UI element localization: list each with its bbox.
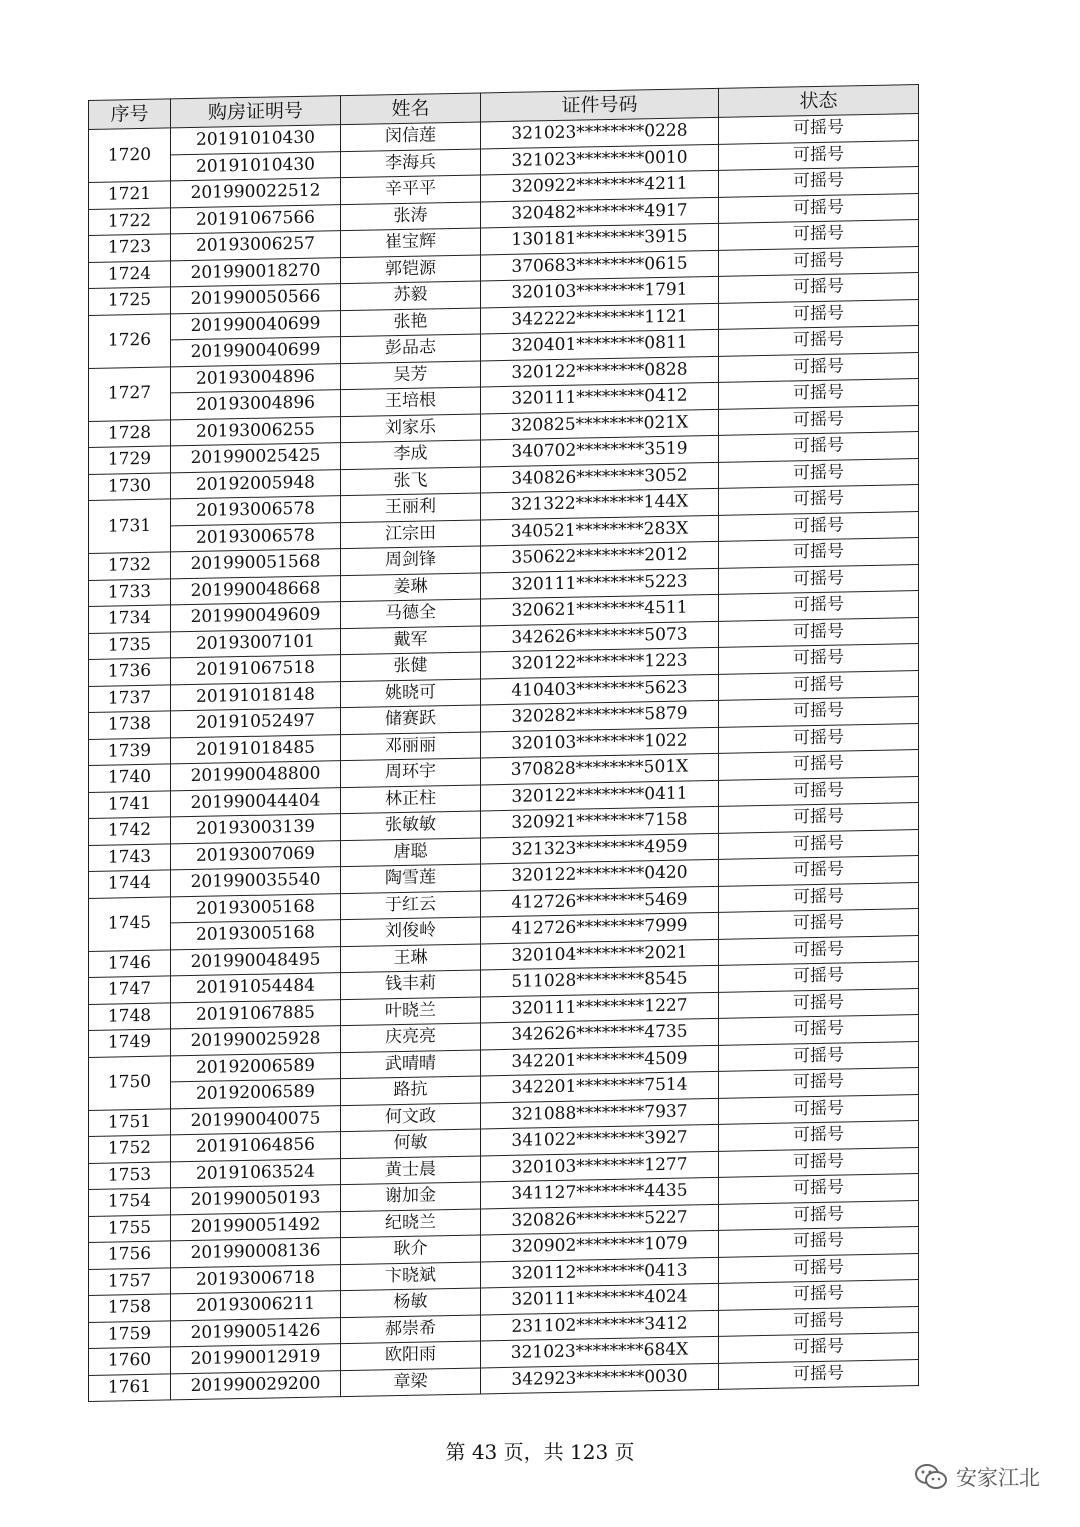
name-cell: 李成	[341, 440, 481, 469]
status-cell: 可摇号	[719, 564, 919, 594]
name-cell: 何文政	[341, 1102, 481, 1131]
certificate-no-cell: 201990025425	[171, 443, 341, 473]
certificate-no-cell: 20191067566	[171, 204, 341, 234]
id-number-cell: 321023********684X	[481, 1336, 719, 1367]
name-cell: 钱丰莉	[341, 970, 481, 999]
seq-cell: 1734	[89, 605, 171, 633]
seq-cell: 1758	[89, 1294, 171, 1322]
status-cell: 可摇号	[719, 1359, 919, 1389]
id-number-cell: 320922********4211	[481, 170, 719, 201]
certificate-no-cell: 20193006257	[171, 231, 341, 261]
certificate-no-cell: 201990048495	[171, 946, 341, 976]
seq-cell: 1745	[89, 896, 171, 951]
status-cell: 可摇号	[719, 193, 919, 223]
seq-cell: 1753	[89, 1161, 171, 1189]
name-cell: 黄士晨	[341, 1155, 481, 1184]
header-certificate-no: 购房证明号	[171, 96, 341, 128]
status-cell: 可摇号	[719, 246, 919, 276]
status-cell: 可摇号	[719, 644, 919, 674]
id-number-cell: 321023********0228	[481, 117, 719, 148]
certificate-no-cell: 201990040699	[171, 337, 341, 367]
name-cell: 戴军	[341, 625, 481, 654]
seq-cell: 1728	[89, 419, 171, 447]
id-number-cell: 320103********1022	[481, 727, 719, 758]
seq-cell: 1759	[89, 1320, 171, 1348]
certificate-no-cell: 20193004896	[171, 363, 341, 393]
id-number-cell: 321023********0010	[481, 144, 719, 175]
seq-cell: 1736	[89, 658, 171, 686]
status-cell: 可摇号	[719, 617, 919, 647]
certificate-no-cell: 20193006211	[171, 1291, 341, 1321]
name-cell: 武晴晴	[341, 1049, 481, 1078]
name-cell: 储赛跃	[341, 705, 481, 734]
certificate-no-cell: 201990051568	[171, 549, 341, 579]
certificate-no-cell: 201990049609	[171, 602, 341, 632]
status-cell: 可摇号	[719, 723, 919, 753]
name-cell: 王琳	[341, 943, 481, 972]
seq-cell: 1755	[89, 1214, 171, 1242]
id-number-cell: 320111********1227	[481, 992, 719, 1023]
id-number-cell: 412726********5469	[481, 886, 719, 917]
status-cell: 可摇号	[719, 299, 919, 329]
certificate-no-cell: 20193006578	[171, 522, 341, 552]
name-cell: 周剑锋	[341, 546, 481, 575]
seq-cell: 1725	[89, 287, 171, 315]
certificate-no-cell: 201990051426	[171, 1317, 341, 1347]
id-number-cell: 320122********0828	[481, 356, 719, 387]
certificate-no-cell: 20193006578	[171, 496, 341, 526]
status-cell: 可摇号	[719, 909, 919, 939]
seq-cell: 1760	[89, 1347, 171, 1375]
seq-cell: 1726	[89, 313, 171, 368]
certificate-no-cell: 20193007101	[171, 628, 341, 658]
certificate-no-cell: 20193005168	[171, 893, 341, 923]
certificate-no-cell: 20191010430	[171, 125, 341, 155]
id-number-cell: 342923********0030	[481, 1363, 719, 1394]
status-cell: 可摇号	[719, 458, 919, 488]
name-cell: 林正柱	[341, 784, 481, 813]
id-number-cell: 320621********4511	[481, 594, 719, 625]
id-number-cell: 320122********1223	[481, 647, 719, 678]
status-cell: 可摇号	[719, 670, 919, 700]
header-status: 状态	[719, 85, 919, 118]
certificate-no-cell: 201990025928	[171, 1026, 341, 1056]
certificate-no-cell: 201990040699	[171, 310, 341, 340]
id-number-cell: 410403********5623	[481, 674, 719, 705]
status-cell: 可摇号	[719, 1280, 919, 1310]
seq-cell: 1738	[89, 711, 171, 739]
certificate-no-cell: 20191067885	[171, 999, 341, 1029]
certificate-no-cell: 201990035540	[171, 867, 341, 897]
status-cell: 可摇号	[719, 1200, 919, 1230]
seq-cell: 1732	[89, 552, 171, 580]
id-number-cell: 320111********5223	[481, 568, 719, 599]
id-number-cell: 321322********144X	[481, 488, 719, 519]
status-cell: 可摇号	[719, 167, 919, 197]
certificate-no-cell: 20191063524	[171, 1158, 341, 1188]
name-cell: 郝崇希	[341, 1314, 481, 1343]
certificate-no-cell: 20193006718	[171, 1264, 341, 1294]
status-cell: 可摇号	[719, 220, 919, 250]
name-cell: 李海兵	[341, 148, 481, 177]
status-cell: 可摇号	[719, 776, 919, 806]
name-cell: 刘家乐	[341, 413, 481, 442]
header-name: 姓名	[341, 93, 481, 125]
status-cell: 可摇号	[719, 697, 919, 727]
id-number-cell: 320282********5879	[481, 700, 719, 731]
name-cell: 卞晓斌	[341, 1261, 481, 1290]
name-cell: 欧阳雨	[341, 1341, 481, 1370]
status-cell: 可摇号	[719, 1094, 919, 1124]
seq-cell: 1750	[89, 1055, 171, 1110]
seq-cell: 1735	[89, 631, 171, 659]
id-number-cell: 342222********1121	[481, 303, 719, 334]
seq-cell: 1731	[89, 499, 171, 554]
certificate-no-cell: 20191010430	[171, 151, 341, 181]
name-cell: 叶晓兰	[341, 996, 481, 1025]
certificate-no-cell: 201990018270	[171, 257, 341, 287]
status-cell: 可摇号	[719, 988, 919, 1018]
seq-cell: 1751	[89, 1108, 171, 1136]
certificate-no-cell: 201990022512	[171, 178, 341, 208]
status-cell: 可摇号	[719, 591, 919, 621]
seq-cell: 1740	[89, 764, 171, 792]
name-cell: 张飞	[341, 466, 481, 495]
id-number-cell: 320921********7158	[481, 806, 719, 837]
certificate-no-cell: 20191054484	[171, 973, 341, 1003]
certificate-no-cell: 201990012919	[171, 1344, 341, 1374]
certificate-no-cell: 20193007069	[171, 840, 341, 870]
seq-cell: 1752	[89, 1135, 171, 1163]
id-number-cell: 342626********4735	[481, 1018, 719, 1049]
certificate-no-cell: 201990048800	[171, 761, 341, 791]
certificate-no-cell: 20191064856	[171, 1132, 341, 1162]
status-cell: 可摇号	[719, 1121, 919, 1151]
status-cell: 可摇号	[719, 405, 919, 435]
name-cell: 杨敏	[341, 1288, 481, 1317]
name-cell: 苏毅	[341, 281, 481, 310]
certificate-no-cell: 20191052497	[171, 708, 341, 738]
id-number-cell: 320104********2021	[481, 939, 719, 970]
status-cell: 可摇号	[719, 432, 919, 462]
status-cell: 可摇号	[719, 1253, 919, 1283]
status-cell: 可摇号	[719, 856, 919, 886]
status-cell: 可摇号	[719, 379, 919, 409]
certificate-no-cell: 201990050566	[171, 284, 341, 314]
id-number-cell: 342201********7514	[481, 1071, 719, 1102]
name-cell: 陶雪莲	[341, 864, 481, 893]
seq-cell: 1733	[89, 578, 171, 606]
seq-cell: 1730	[89, 472, 171, 500]
seq-cell: 1743	[89, 843, 171, 871]
certificate-no-cell: 201990044404	[171, 787, 341, 817]
seq-cell: 1729	[89, 446, 171, 474]
id-number-cell: 320103********1277	[481, 1151, 719, 1182]
id-number-cell: 340521********283X	[481, 515, 719, 546]
certificate-no-cell: 20191067518	[171, 655, 341, 685]
name-cell: 周环宇	[341, 758, 481, 787]
seq-cell: 1722	[89, 207, 171, 235]
certificate-no-cell: 201990051492	[171, 1211, 341, 1241]
certificate-no-cell: 201990050193	[171, 1185, 341, 1215]
certificate-no-cell: 201990048668	[171, 575, 341, 605]
id-number-cell: 321323********4959	[481, 833, 719, 864]
name-cell: 路抗	[341, 1076, 481, 1105]
name-cell: 辛平平	[341, 175, 481, 204]
name-cell: 崔宝辉	[341, 228, 481, 257]
id-number-cell: 320902********1079	[481, 1230, 719, 1261]
certificate-no-cell: 201990040075	[171, 1105, 341, 1135]
name-cell: 唐聪	[341, 837, 481, 866]
name-cell: 马德全	[341, 599, 481, 628]
lottery-eligibility-table	[88, 84, 919, 1402]
watermark-text: 安家江北	[956, 1466, 1040, 1490]
name-cell: 王培根	[341, 387, 481, 416]
id-number-cell: 130181********3915	[481, 223, 719, 254]
seq-cell: 1744	[89, 870, 171, 898]
status-cell: 可摇号	[719, 1068, 919, 1098]
seq-cell: 1721	[89, 181, 171, 209]
status-cell: 可摇号	[719, 140, 919, 170]
id-number-cell: 320122********0420	[481, 859, 719, 890]
account-watermark	[914, 1462, 1040, 1492]
seq-cell: 1756	[89, 1241, 171, 1269]
status-cell: 可摇号	[719, 511, 919, 541]
name-cell: 章梁	[341, 1367, 481, 1396]
id-number-cell: 320482********4917	[481, 197, 719, 228]
status-cell: 可摇号	[719, 1227, 919, 1257]
seq-cell: 1723	[89, 234, 171, 262]
name-cell: 江宗田	[341, 519, 481, 548]
id-number-cell: 342201********4509	[481, 1045, 719, 1076]
certificate-no-cell: 20192005948	[171, 469, 341, 499]
certificate-no-cell: 201990008136	[171, 1238, 341, 1268]
seq-cell: 1720	[89, 128, 171, 183]
seq-cell: 1739	[89, 737, 171, 765]
certificate-no-cell: 20193003139	[171, 814, 341, 844]
name-cell: 吴芳	[341, 360, 481, 389]
table-body	[89, 114, 919, 1402]
status-cell: 可摇号	[719, 962, 919, 992]
seq-cell: 1727	[89, 366, 171, 421]
seq-cell: 1724	[89, 260, 171, 288]
certificate-no-cell: 20191018148	[171, 681, 341, 711]
status-cell: 可摇号	[719, 750, 919, 780]
seq-cell: 1737	[89, 684, 171, 712]
name-cell: 姜琳	[341, 572, 481, 601]
status-cell: 可摇号	[719, 829, 919, 859]
id-number-cell: 370683********0615	[481, 250, 719, 281]
seq-cell: 1754	[89, 1188, 171, 1216]
header-seq: 序号	[89, 99, 171, 130]
status-cell: 可摇号	[719, 114, 919, 144]
seq-cell: 1749	[89, 1029, 171, 1057]
name-cell: 王丽利	[341, 493, 481, 522]
status-cell: 可摇号	[719, 273, 919, 303]
status-cell: 可摇号	[719, 935, 919, 965]
id-number-cell: 320401********0811	[481, 329, 719, 360]
status-cell: 可摇号	[719, 1333, 919, 1363]
id-number-cell: 231102********3412	[481, 1310, 719, 1341]
wechat-icon	[914, 1463, 948, 1491]
status-cell: 可摇号	[719, 485, 919, 515]
name-cell: 耿介	[341, 1235, 481, 1264]
status-cell: 可摇号	[719, 352, 919, 382]
id-number-cell: 342626********5073	[481, 621, 719, 652]
status-cell: 可摇号	[719, 882, 919, 912]
name-cell: 于红云	[341, 890, 481, 919]
status-cell: 可摇号	[719, 326, 919, 356]
name-cell: 姚晓可	[341, 678, 481, 707]
seq-cell: 1748	[89, 1002, 171, 1030]
id-number-cell: 370828********501X	[481, 753, 719, 784]
status-cell: 可摇号	[719, 1174, 919, 1204]
certificate-no-cell: 20191018485	[171, 734, 341, 764]
seq-cell: 1757	[89, 1267, 171, 1295]
name-cell: 庆亮亮	[341, 1023, 481, 1052]
page-number: 第 43 页，共 123 页	[445, 1440, 635, 1464]
name-cell: 张敏敏	[341, 811, 481, 840]
id-number-cell: 320112********0413	[481, 1257, 719, 1288]
status-cell: 可摇号	[719, 1015, 919, 1045]
certificate-no-cell: 20193005168	[171, 920, 341, 950]
certificate-no-cell: 201990029200	[171, 1370, 341, 1400]
status-cell: 可摇号	[719, 1147, 919, 1177]
id-number-cell: 320825********021X	[481, 409, 719, 440]
id-number-cell: 320103********1791	[481, 276, 719, 307]
status-cell: 可摇号	[719, 803, 919, 833]
name-cell: 张艳	[341, 307, 481, 336]
certificate-no-cell: 20193006255	[171, 416, 341, 446]
name-cell: 彭品志	[341, 334, 481, 363]
id-number-cell: 320111********4024	[481, 1283, 719, 1314]
status-cell: 可摇号	[719, 1306, 919, 1336]
seq-cell: 1746	[89, 949, 171, 977]
name-cell: 何敏	[341, 1129, 481, 1158]
id-number-cell: 340826********3052	[481, 462, 719, 493]
name-cell: 郭铠源	[341, 254, 481, 283]
status-cell: 可摇号	[719, 1041, 919, 1071]
seq-cell: 1747	[89, 976, 171, 1004]
certificate-no-cell: 20192006589	[171, 1079, 341, 1109]
seq-cell: 1742	[89, 817, 171, 845]
certificate-no-cell: 20192006589	[171, 1052, 341, 1082]
name-cell: 闵信莲	[341, 122, 481, 151]
seq-cell: 1761	[89, 1373, 171, 1401]
name-cell: 刘俊岭	[341, 917, 481, 946]
certificate-no-cell: 20193004896	[171, 390, 341, 420]
id-number-cell: 341127********4435	[481, 1177, 719, 1208]
name-cell: 纪晓兰	[341, 1208, 481, 1237]
status-cell: 可摇号	[719, 538, 919, 568]
name-cell: 张健	[341, 652, 481, 681]
id-number-cell: 320122********0411	[481, 780, 719, 811]
name-cell: 张涛	[341, 201, 481, 230]
id-number-cell: 320111********0412	[481, 382, 719, 413]
id-number-cell: 340702********3519	[481, 435, 719, 466]
header-id-number: 证件号码	[481, 88, 719, 122]
id-number-cell: 412726********7999	[481, 912, 719, 943]
id-number-cell: 350622********2012	[481, 541, 719, 572]
name-cell: 谢加金	[341, 1182, 481, 1211]
name-cell: 邓丽丽	[341, 731, 481, 760]
id-number-cell: 511028********8545	[481, 965, 719, 996]
seq-cell: 1741	[89, 790, 171, 818]
id-number-cell: 341022********3927	[481, 1124, 719, 1155]
id-number-cell: 321088********7937	[481, 1098, 719, 1129]
id-number-cell: 320826********5227	[481, 1204, 719, 1235]
